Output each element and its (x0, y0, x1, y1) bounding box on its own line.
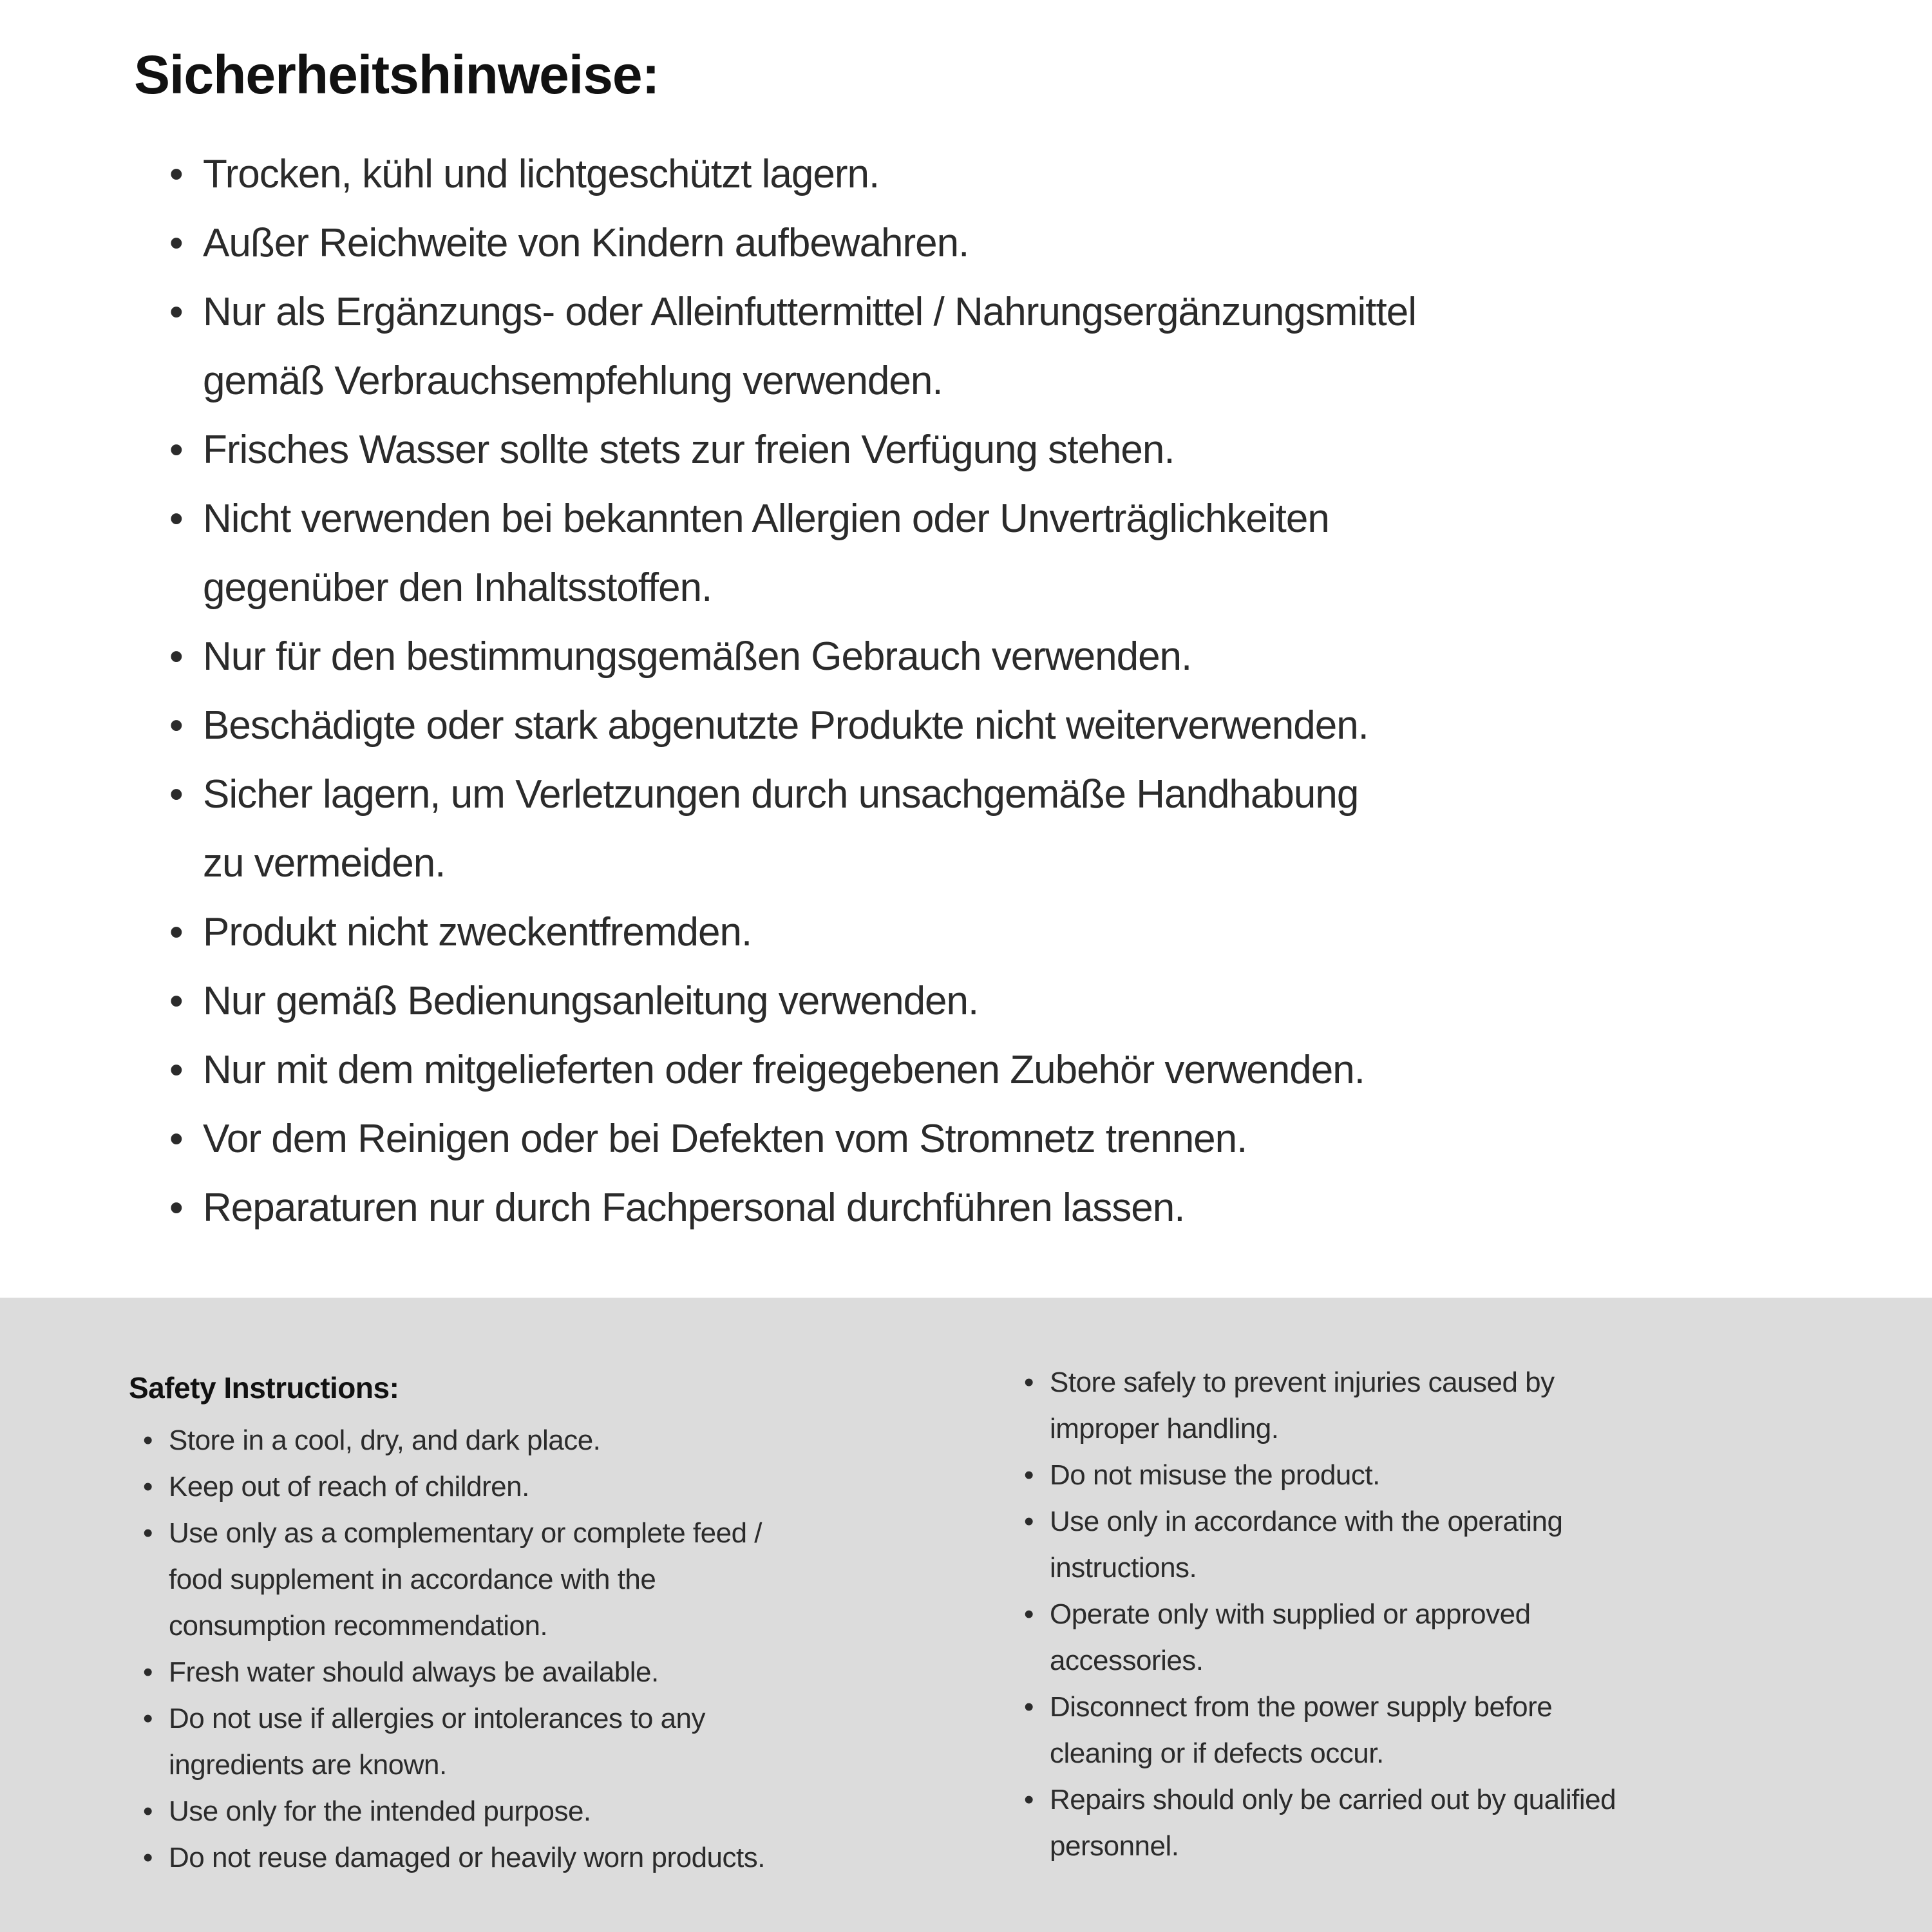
list-item-line: ingredients are known. (169, 1749, 447, 1781)
list-item-line: • Nur als Ergänzungs- oder Alleinfuttermittel / Nahrungsergänzungsmittel (203, 289, 1416, 334)
list-item-line: cleaning or if defects occur. (1050, 1738, 1384, 1769)
list-item-line: • Use only in accordance with the operating (1050, 1506, 1563, 1537)
list-item (1024, 1499, 1900, 1591)
list-item-line: • Do not misuse the product. (1050, 1459, 1380, 1491)
list-item-line: • Produkt nicht zweckentfremden. (203, 909, 752, 954)
list-item (134, 967, 1893, 1036)
english-right-column (1024, 1359, 1900, 1870)
list-item-line: • Do not reuse damaged or heavily worn products. (169, 1842, 765, 1873)
list-item-line: • Keep out of reach of children. (169, 1471, 529, 1502)
list-item-line: gegenüber den Inhaltsstoffen. (203, 565, 712, 610)
list-item-line: • Nur für den bestimmungsgemäßen Gebrauch verwenden. (203, 634, 1192, 679)
list-item-line: zu vermeiden. (203, 840, 446, 886)
list-item-line: • Reparaturen nur durch Fachpersonal durchführen lassen. (203, 1185, 1185, 1230)
list-item-line: • Use only for the intended purpose. (169, 1795, 591, 1827)
list-item-line: • Nur gemäß Bedienungsanleitung verwenden. (203, 978, 979, 1023)
list-item-line: • Sicher lagern, um Verletzungen durch unsachgemäße Handhabung (203, 772, 1359, 817)
list-item-line: • Operate only with supplied or approved (1050, 1598, 1531, 1630)
list-item (134, 691, 1893, 760)
english-safety-panel (0, 1298, 1932, 1932)
list-item-line: • Store in a cool, dry, and dark place. (169, 1425, 601, 1456)
list-item-line: • Frisches Wasser sollte stets zur freien Verfügung stehen. (203, 427, 1175, 472)
english-left-column (129, 1367, 992, 1881)
list-item (1024, 1359, 1900, 1452)
list-item-line: gemäß Verbrauchsempfehlung verwenden. (203, 358, 943, 403)
list-item (129, 1417, 992, 1464)
list-item-line: • Store safely to prevent injuries caused by (1050, 1367, 1555, 1398)
list-item (134, 484, 1893, 622)
list-item (1024, 1777, 1900, 1870)
list-item (1024, 1684, 1900, 1777)
list-item-line: food supplement in accordance with the (169, 1564, 656, 1595)
list-item-line: • Trocken, kühl und lichtgeschützt lagern. (203, 151, 880, 196)
list-item (134, 1173, 1893, 1242)
german-safety-section (134, 44, 1893, 1242)
list-item (129, 1788, 992, 1835)
german-section-heading: Sicherheitshinweise: (134, 44, 659, 105)
list-item-line: • Use only as a complementary or complete feed / (169, 1517, 762, 1549)
list-item (134, 898, 1893, 967)
german-bullet-list (134, 140, 1893, 1242)
list-item (134, 1036, 1893, 1104)
list-item-line: • Disconnect from the power supply before (1050, 1691, 1553, 1723)
english-section-heading: Safety Instructions: (129, 1371, 399, 1405)
list-item-line: • Nur mit dem mitgelieferten oder freigegebenen Zubehör verwenden. (203, 1047, 1365, 1092)
list-item (134, 415, 1893, 484)
list-item (134, 622, 1893, 691)
list-item-line: improper handling. (1050, 1413, 1279, 1444)
list-item (129, 1696, 992, 1788)
list-item (129, 1649, 992, 1696)
list-item-line: consumption recommendation. (169, 1610, 548, 1642)
list-item-line: • Nicht verwenden bei bekannten Allergien oder Unverträglichkeiten (203, 496, 1329, 541)
english-left-bullet-list (129, 1417, 992, 1881)
list-item-line: • Außer Reichweite von Kindern aufbewahren. (203, 220, 969, 265)
list-item (129, 1835, 992, 1881)
list-item (134, 209, 1893, 278)
list-item (134, 140, 1893, 209)
list-item (1024, 1452, 1900, 1499)
english-right-bullet-list (1024, 1359, 1900, 1870)
list-item-line: personnel. (1050, 1830, 1179, 1862)
list-item (134, 1104, 1893, 1173)
list-item-line: accessories. (1050, 1645, 1204, 1676)
list-item-line: • Do not use if allergies or intolerances to any (169, 1703, 706, 1734)
list-item-line: • Vor dem Reinigen oder bei Defekten vom Stromnetz trennen. (203, 1116, 1247, 1161)
list-item-line: • Beschädigte oder stark abgenutzte Produkte nicht weiterverwenden. (203, 703, 1368, 748)
list-item (129, 1464, 992, 1510)
list-item (129, 1510, 992, 1649)
list-item (134, 760, 1893, 898)
list-item-line: • Fresh water should always be available. (169, 1656, 659, 1688)
list-item (134, 278, 1893, 415)
list-item (1024, 1591, 1900, 1684)
list-item-line: instructions. (1050, 1552, 1197, 1584)
list-item-line: • Repairs should only be carried out by qualified (1050, 1784, 1616, 1815)
